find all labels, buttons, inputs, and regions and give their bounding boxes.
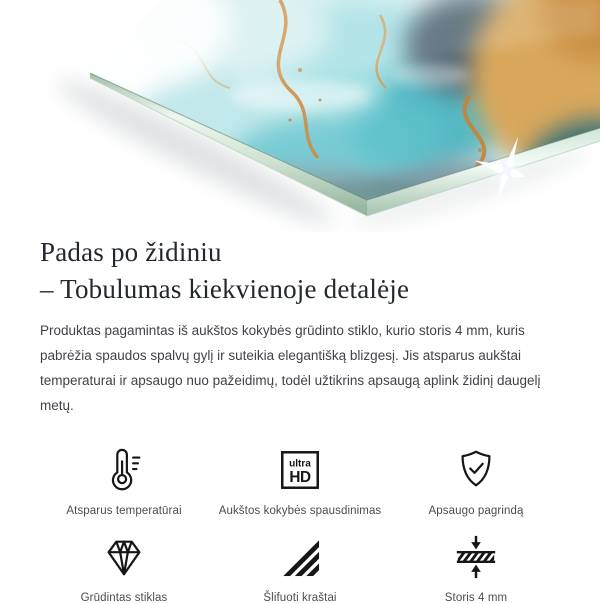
feature-label: Grūdintas stiklas (80, 592, 168, 604)
feature-label: Apsaugo pagrindą (428, 505, 524, 517)
product-description-text: Produktas pagamintas iš aukštos kokybės grūdinto stiklo, kurio storis 4 mm, kuris pabrėžia spaudos spalvų gylį ir suteikia elegantišką blizgesį. Jis atsparus aukštai temperaturai ir apsaugo nuo pažeidimų, todėl užtikrins apsaugą aplink židinį daugelį metų. (40, 323, 541, 413)
feature-temperature (40, 444, 208, 517)
polished-edges-icon (277, 531, 323, 583)
thermometer-icon (101, 444, 147, 496)
thickness-icon (453, 531, 499, 583)
feature-label: Atsparus temperatūrai (66, 505, 182, 517)
feature-label: Aukštos kokybės spausdinimas (218, 505, 382, 517)
feature-thickness (392, 531, 560, 604)
feature-polished-edges (216, 531, 384, 604)
page-title-line2: – Tobulumas kiekvienoje detalėje (40, 274, 410, 304)
ultra-hd-icon-text-small: ultra (289, 458, 311, 470)
page-title (40, 234, 560, 308)
feature-protection (392, 444, 560, 517)
feature-label: Storis 4 mm (444, 592, 508, 604)
shield-check-icon (453, 444, 499, 496)
product-photo (0, 0, 600, 232)
diamond-icon (101, 531, 147, 583)
feature-tempered-glass (40, 531, 208, 604)
feature-label: Šlifuoti kraštai (263, 592, 337, 604)
product-description-section (0, 234, 600, 604)
ultra-hd-icon-text-big: HD (289, 468, 311, 486)
feature-grid (40, 444, 560, 604)
page-title-line1: Padas po židiniu (40, 237, 222, 267)
ultra-hd-icon (277, 444, 323, 496)
glass-panel-illustration (0, 0, 600, 232)
feature-print-quality (216, 444, 384, 517)
